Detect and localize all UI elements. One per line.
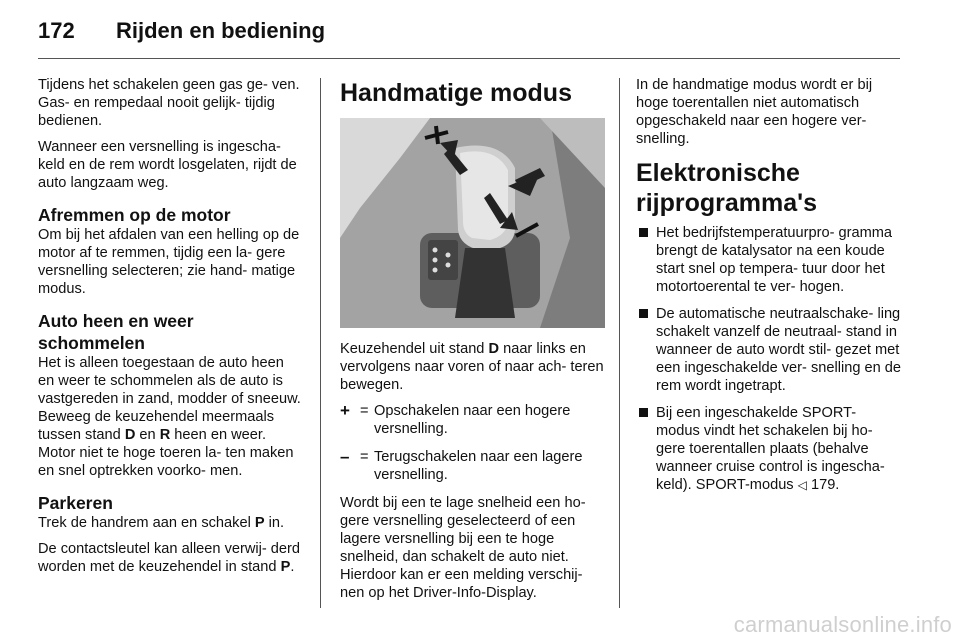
right-column bbox=[636, 76, 902, 503]
list-item: Het bedrijfstemperatuurpro- gramma brengt de katalysator na een koude start snel op tempera- tuur door het motortoerental te ver- hogen. bbox=[636, 224, 902, 296]
cross-reference-link[interactable]: 179. bbox=[806, 477, 840, 493]
bullet-square-icon bbox=[639, 228, 648, 237]
schommelen-heading: Auto heen en weer schommelen bbox=[38, 311, 194, 353]
list-item: Bij een ingeschakelde SPORT- modus vindt het schakelen bij ho- gere toerentallen plaats (behalve wanneer cruise control is ingescha- keld). SPORT-modus ◁ 179. bbox=[636, 404, 902, 494]
bullet-square-icon bbox=[639, 408, 648, 417]
keuzehendel-caption: Keuzehendel uit stand D naar links en vervolgens naar voren of naar ach- teren bewegen. bbox=[340, 341, 604, 393]
rijprogrammas-heading: Elektronische rijprogramma's bbox=[636, 159, 818, 217]
watermark: carmanualsonline.info bbox=[733, 612, 952, 637]
schommelen-body: Het is alleen toegestaan de auto heen en weer te schommelen als de auto is vastgereden in zand, modder of sneeuw. Beweeg de keuzehendel meermaals tussen stand D en R heen en weer. Motor niet te hoge toeren la- ten maken en snel optrekken voorko- men. bbox=[38, 355, 301, 479]
parkeren-heading: Parkeren bbox=[38, 493, 113, 513]
page-number: 172 bbox=[38, 18, 75, 43]
header-rule bbox=[38, 58, 900, 59]
page-title: Rijden en bediening bbox=[116, 18, 326, 43]
bullet-square-icon bbox=[639, 309, 648, 318]
afremmen-heading: Afremmen op de motor bbox=[38, 205, 231, 225]
definition-downshift: – = Terugschakelen naar een lagere versnelling. bbox=[340, 448, 605, 484]
minus-icon: – bbox=[340, 447, 350, 466]
column-divider-1 bbox=[320, 78, 321, 608]
cross-reference-icon: ◁ bbox=[797, 478, 807, 492]
middle-column bbox=[340, 76, 605, 610]
definition-upshift: + = Opschakelen naar een hogere versnelling. bbox=[340, 402, 605, 438]
parkeren-body: Trek de handrem aan en schakel P in. bbox=[38, 515, 285, 531]
intro-paragraph-1: Tijdens het schakelen geen gas ge- ven. Gas- en rempedaal nooit gelijk- tijdig bedienen. bbox=[38, 77, 300, 129]
left-column bbox=[38, 76, 303, 584]
handmatige-toerental-paragraph: In de handmatige modus wordt er bij hoge toerentallen niet automatisch opgeschakeld naar een hogere ver- snelling. bbox=[636, 77, 873, 147]
afremmen-body: Om bij het afdalen van een helling op de motor af te remmen, tijdig een la- gere versnelling selecteren; zie hand- matige modus. bbox=[38, 227, 300, 297]
handmatige-modus-heading: Handmatige modus bbox=[340, 79, 572, 107]
contactsleutel-paragraph: De contactsleutel kan alleen verwij- derd worden met de keuzehendel in stand P. bbox=[38, 541, 301, 575]
list-item: De automatische neutraalschake- ling schakelt vanzelf de neutraal- stand in wanneer de auto wordt stil- gezet met een ingeschakelde ver- snelling en de rem wordt ingetrapt. bbox=[636, 305, 902, 395]
column-divider-2 bbox=[619, 78, 620, 608]
intro-paragraph-2: Wanneer een versnelling is ingescha- keld en de rem wordt losgelaten, rijdt de auto langzaam weg. bbox=[38, 139, 297, 191]
snelheid-paragraph: Wordt bij een te lage snelheid een ho- gere versnelling geselecteerd of een lagere versnelling bij een te hoge snelheid, dan schakelt de auto niet. Hierdoor kan er een melding verschij- nen op het Driver-Info-Display. bbox=[340, 495, 586, 601]
rijprogrammas-list bbox=[636, 224, 902, 494]
gear-lever-photo bbox=[340, 118, 605, 328]
upshift-text: Opschakelen naar een hogere versnelling. bbox=[374, 403, 571, 437]
downshift-text: Terugschakelen naar een lagere versnelling. bbox=[374, 449, 583, 483]
plus-icon: + bbox=[340, 401, 350, 420]
